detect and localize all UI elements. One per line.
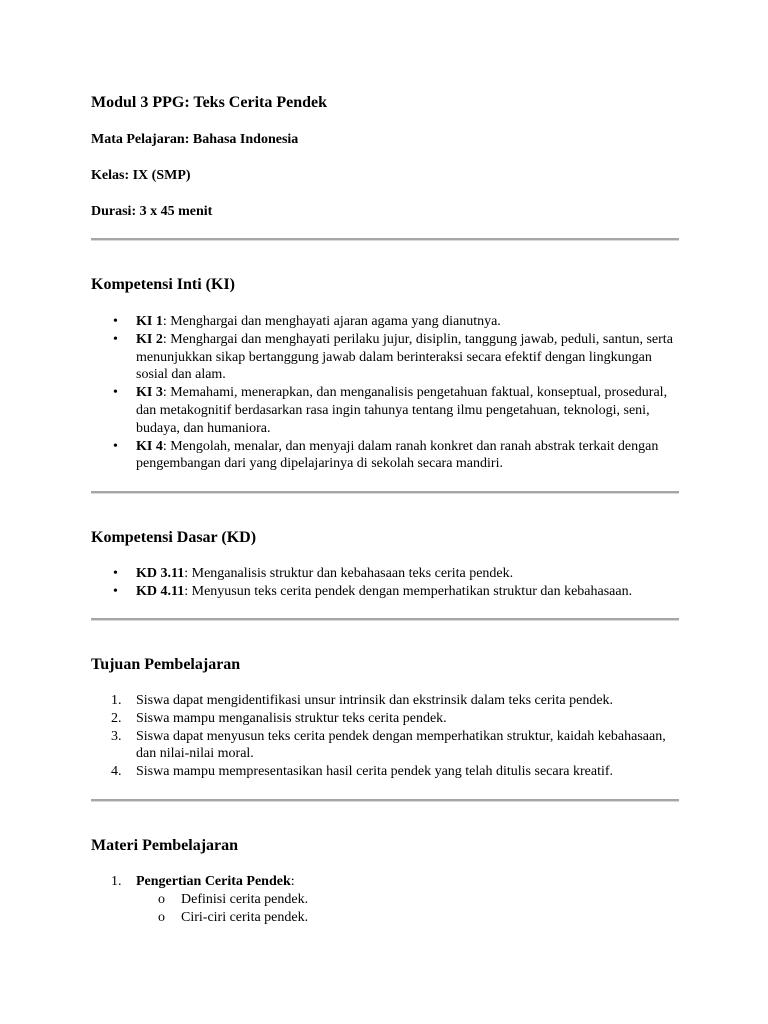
sub-text: Ciri-ciri cerita pendek.: [181, 909, 309, 925]
list-item: [91, 583, 679, 601]
tujuan-text: Siswa dapat mengidentifikasi unsur intrinsik dan ekstrinsik dalam teks cerita pendek.: [136, 693, 614, 708]
circle-bullet-icon: o: [158, 909, 165, 925]
ki-text: : Menghargai dan menghayati perilaku jujur, disiplin, tanggung jawab, peduli, santun, serta menunjukkan sikap bertanggung jawab dalam berinteraksi secara efektif dengan lingkungan sosial dan alam.: [136, 331, 673, 383]
ki-heading: Kompetensi Inti (KI): [91, 276, 235, 293]
kd-text: : Menganalisis struktur dan kebahasaan teks cerita pendek.: [184, 566, 514, 581]
list-item: [91, 728, 679, 764]
tujuan-text: Siswa dapat menyusun teks cerita pendek dengan memperhatikan struktur, kaidah kebahasaan, dan nilai-nilai moral.: [136, 728, 666, 762]
bullet-icon: •: [113, 583, 118, 599]
ki-label: KI 2: [136, 331, 163, 347]
subject-line: Mata Pelajaran: Bahasa Indonesia: [91, 132, 299, 147]
kd-list: [91, 565, 679, 601]
list-item: [91, 710, 679, 728]
list-number: 4.: [111, 764, 122, 780]
ki-list: [91, 313, 679, 473]
horizontal-rule: [91, 491, 679, 494]
tujuan-heading: Tujuan Pembelajaran: [91, 656, 241, 673]
horizontal-rule: [91, 618, 679, 621]
bullet-icon: •: [113, 438, 118, 454]
list-item: [91, 313, 679, 331]
tujuan-text: Siswa mampu menganalisis struktur teks cerita pendek.: [136, 710, 447, 726]
bullet-icon: •: [113, 566, 118, 581]
list-item: [91, 438, 679, 474]
materi-sublist: [136, 891, 679, 927]
kd-heading: Kompetensi Dasar (KD): [91, 529, 257, 546]
list-number: 1.: [111, 693, 122, 708]
duration-line: Durasi: 3 x 45 menit: [91, 204, 213, 219]
materi-label: Pengertian Cerita Pendek: [136, 874, 291, 889]
sub-list-item: [136, 891, 679, 909]
document-title: Modul 3 PPG: Teks Cerita Pendek: [91, 94, 328, 111]
ki-label: KI 1: [136, 314, 163, 329]
list-number: 1.: [111, 874, 122, 889]
tujuan-list: [91, 692, 679, 781]
horizontal-rule: [91, 799, 679, 802]
bullet-icon: •: [113, 314, 118, 329]
bullet-icon: •: [113, 331, 118, 347]
kd-label: KD 3.11: [136, 566, 185, 581]
list-item: [91, 331, 679, 384]
sub-list-item: [136, 909, 679, 927]
ki-text: : Memahami, menerapkan, dan menganalisis pengetahuan faktual, konseptual, prosedural, dan metakognitif berdasarkan rasa ingin tahunya tentang ilmu pengetahuan, teknologi, seni, budaya, dan humaniora.: [136, 385, 668, 436]
list-number: 3.: [111, 728, 122, 744]
ki-label: KI 4: [136, 438, 163, 454]
circle-bullet-icon: o: [158, 891, 165, 907]
materi-suffix: :: [290, 874, 295, 889]
list-item: [91, 873, 679, 926]
horizontal-rule: [91, 238, 679, 241]
list-number: 2.: [111, 710, 122, 726]
materi-heading: Materi Pembelajaran: [91, 837, 239, 854]
list-item: [91, 384, 679, 437]
class-line: Kelas: IX (SMP): [91, 168, 191, 183]
kd-text: : Menyusun teks cerita pendek dengan memperhatikan struktur dan kebahasaan.: [184, 583, 633, 599]
list-item: [91, 763, 679, 781]
ki-text: : Menghargai dan menghayati ajaran agama yang dianutnya.: [162, 314, 501, 329]
ki-label: KI 3: [136, 385, 163, 401]
bullet-icon: •: [113, 385, 118, 401]
sub-text: Definisi cerita pendek.: [181, 891, 309, 907]
kd-label: KD 4.11: [136, 583, 185, 599]
materi-list: [91, 873, 679, 926]
list-item: [91, 692, 679, 710]
ki-text: : Mengolah, menalar, dan menyaji dalam ranah konkret dan ranah abstrak terkait dengan pengembangan dari yang dipelajarinya di sekolah secara mandiri.: [136, 438, 659, 472]
list-item: [91, 565, 679, 583]
tujuan-text: Siswa mampu mempresentasikan hasil cerita pendek yang telah ditulis secara kreatif.: [136, 764, 614, 780]
